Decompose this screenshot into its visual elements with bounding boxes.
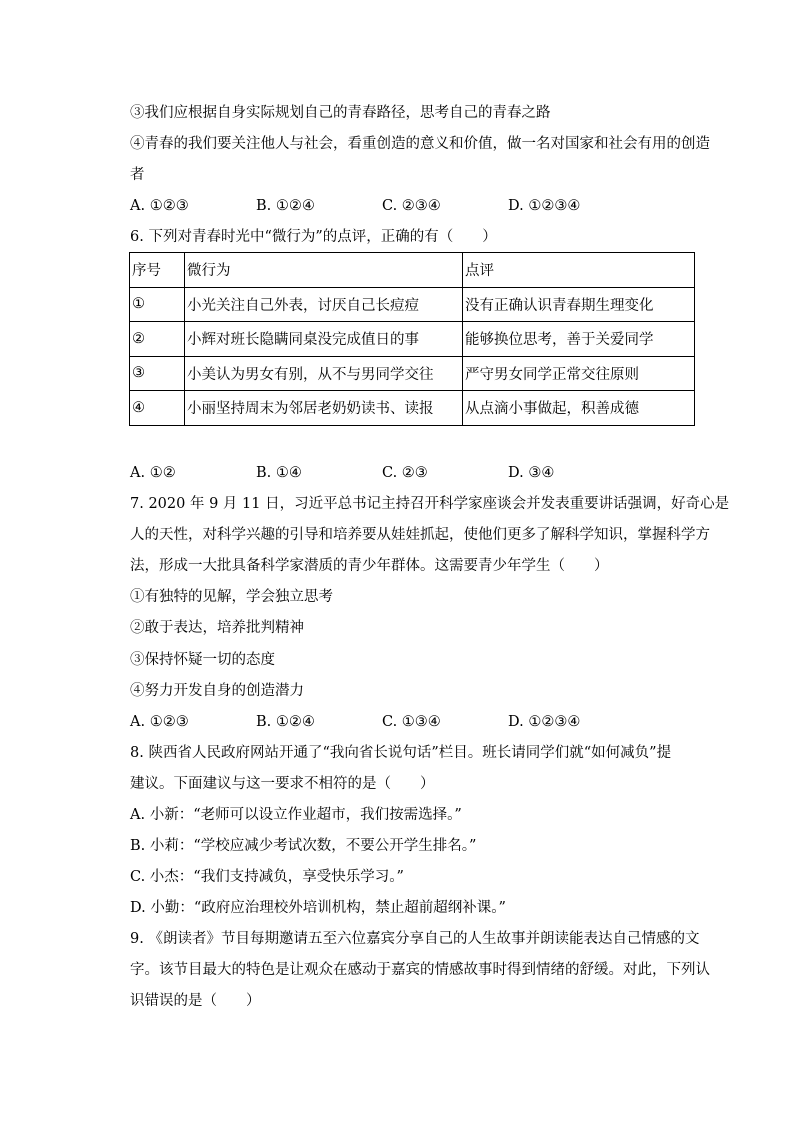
q7-statement-1: ①有独特的见解，学会独立思考 xyxy=(130,589,333,605)
row-comment: 从点滴小事做起，积善成德 xyxy=(463,391,695,426)
header-number: 序号 xyxy=(130,253,185,288)
row-number: ④ xyxy=(130,391,185,426)
row-behavior: 小美认为男女有别，从不与男同学交往 xyxy=(185,356,463,391)
q5-statement-4-line1: ④青春的我们要关注他人与社会，看重创造的意义和价值，做一名对国家和社会有用的创造 xyxy=(130,136,710,152)
table-row xyxy=(130,391,695,426)
q8-option-c[interactable]: C. 小杰：“我们支持减负，享受快乐学习。” xyxy=(130,869,404,885)
q5-option-b[interactable]: B. ①②④ xyxy=(256,198,315,214)
row-comment: 严守男女同学正常交往原则 xyxy=(463,356,695,391)
q7-statement-2: ②敢于表达，培养批判精神 xyxy=(130,620,304,636)
row-number: ① xyxy=(130,287,185,322)
q7-option-d[interactable]: D. ①②③④ xyxy=(508,714,581,730)
q6-stem: 6. 下列对青春时光中“微行为”的点评，正确的有（ ） xyxy=(130,229,497,245)
q8-option-a[interactable]: A. 小新：“老师可以设立作业超市，我们按需选择。” xyxy=(130,807,462,823)
row-comment: 能够换位思考，善于关爱同学 xyxy=(463,322,695,357)
row-number: ② xyxy=(130,322,185,357)
table-row xyxy=(130,356,695,391)
q7-option-a[interactable]: A. ①②③ xyxy=(130,714,189,730)
q7-stem-line3: 法，形成一大批具备科学家潜质的青少年群体。这需要青少年学生（ ） xyxy=(130,558,609,574)
q8-option-d[interactable]: D. 小勤：“政府应治理校外培训机构，禁止超前超纲补课。” xyxy=(130,900,506,916)
table-row xyxy=(130,322,695,357)
q5-option-a[interactable]: A. ①②③ xyxy=(130,198,189,214)
q6-option-b[interactable]: B. ①④ xyxy=(256,465,302,481)
q6-table xyxy=(129,252,695,426)
row-behavior: 小光关注自己外表，讨厌自己长痘痘 xyxy=(185,287,463,322)
q5-statement-3: ③我们应根据自身实际规划自己的青春路径，思考自己的青春之路 xyxy=(130,105,551,121)
q9-stem-line2: 字。该节目最大的特色是让观众在感动于嘉宾的情感故事时得到情绪的舒缓。对此，下列认 xyxy=(130,962,710,978)
q9-stem-line3: 识错误的是（ ） xyxy=(130,993,261,1009)
q5-statement-4-line2: 者 xyxy=(130,167,145,183)
q7-statement-3: ③保持怀疑一切的态度 xyxy=(130,652,275,668)
q7-statement-4: ④努力开发自身的创造潜力 xyxy=(130,683,304,699)
q7-stem-line1: 7. 2020 年 9 月 11 日，习近平总书记主持召开科学家座谈会并发表重要讲话强调，好奇心是 xyxy=(130,496,730,512)
row-comment: 没有正确认识青春期生理变化 xyxy=(463,287,695,322)
header-comment: 点评 xyxy=(463,253,695,288)
header-behavior: 微行为 xyxy=(185,253,463,288)
q6-option-c[interactable]: C. ②③ xyxy=(382,465,428,481)
q7-option-b[interactable]: B. ①②④ xyxy=(256,714,315,730)
table-row xyxy=(130,287,695,322)
q7-stem-line2: 人的天性，对科学兴趣的引导和培养要从娃娃抓起，使他们更多了解科学知识，掌握科学方 xyxy=(130,527,710,543)
q5-option-d[interactable]: D. ①②③④ xyxy=(508,198,581,214)
q8-stem-line2: 建议。下面建议与这一要求不相符的是（ ） xyxy=(130,776,435,792)
row-behavior: 小丽坚持周末为邻居老奶奶读书、读报 xyxy=(185,391,463,426)
q7-option-c[interactable]: C. ①③④ xyxy=(382,714,441,730)
q6-option-a[interactable]: A. ①② xyxy=(130,465,176,481)
q9-stem-line1: 9. 《朗读者》节目每期邀请五至六位嘉宾分享自己的人生故事并朗读能表达自己情感的文 xyxy=(130,931,700,947)
q8-stem-line1: 8. 陕西省人民政府网站开通了“我向省长说句话”栏目。班长请同学们就“如何减负”提 xyxy=(130,745,672,761)
q6-option-d[interactable]: D. ③④ xyxy=(508,465,555,481)
row-number: ③ xyxy=(130,356,185,391)
q5-option-c[interactable]: C. ②③④ xyxy=(382,198,441,214)
row-behavior: 小辉对班长隐瞒同桌没完成值日的事 xyxy=(185,322,463,357)
table-header-row xyxy=(130,253,695,288)
q8-option-b[interactable]: B. 小莉：“学校应减少考试次数，不要公开学生排名。” xyxy=(130,838,477,854)
